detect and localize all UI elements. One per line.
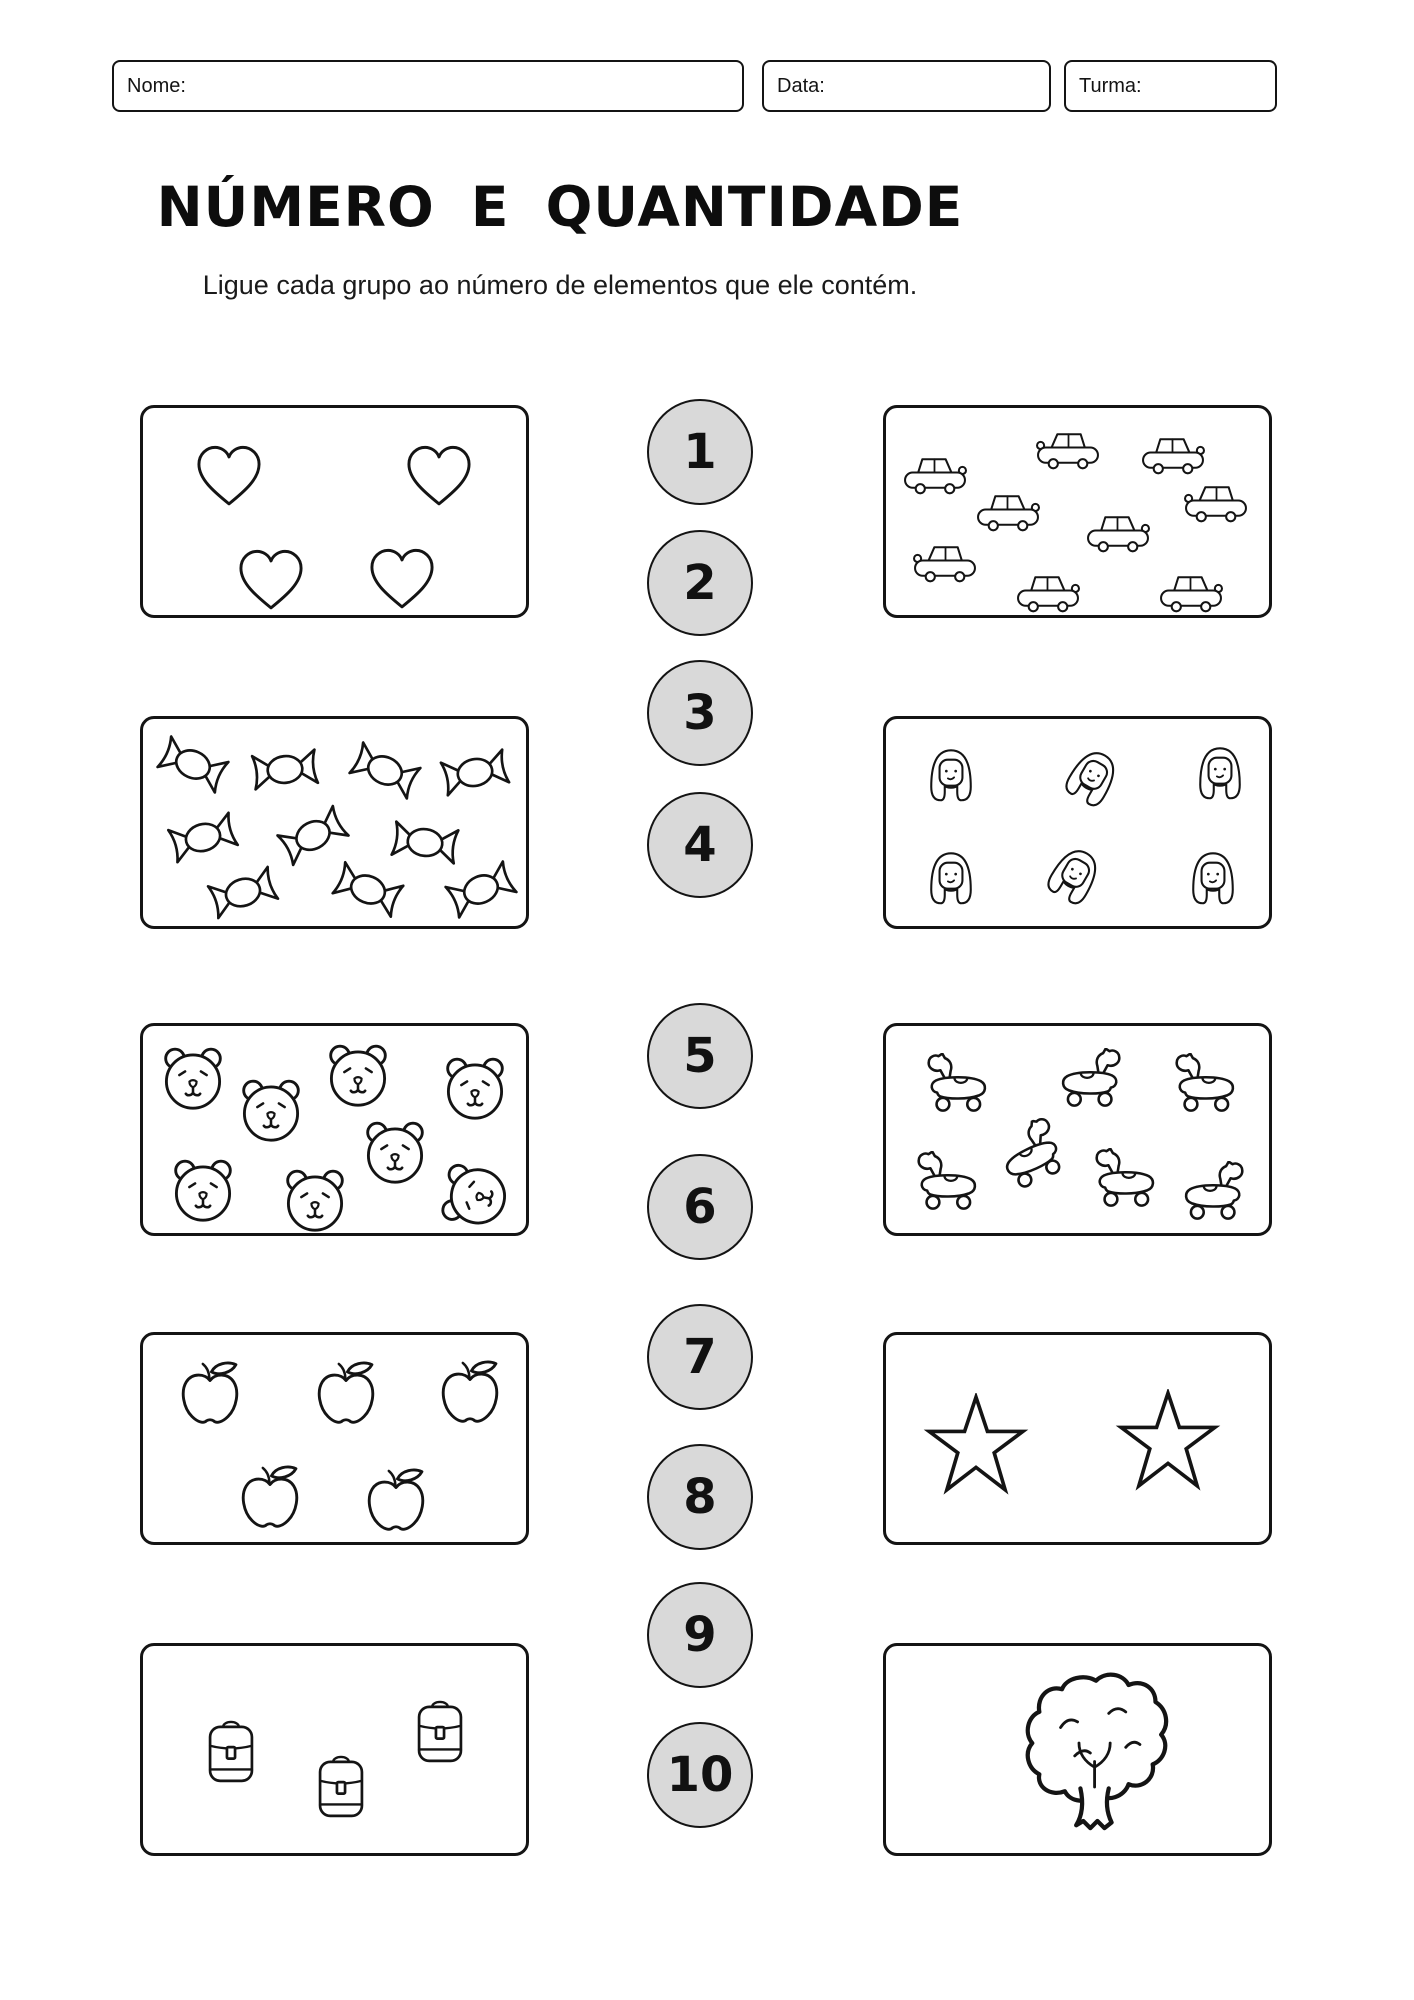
class-field[interactable] xyxy=(1064,60,1277,112)
girl-icon xyxy=(1194,742,1246,802)
group-hearts-box[interactable] xyxy=(140,405,529,618)
car-icon xyxy=(1015,568,1081,614)
number-circle-1[interactable] xyxy=(647,399,753,505)
horse-icon xyxy=(1169,1053,1243,1117)
apple-icon xyxy=(310,1358,382,1434)
backpack-icon xyxy=(204,1716,258,1787)
candy-icon xyxy=(198,857,289,926)
number-label: 1 xyxy=(683,424,717,480)
car-icon xyxy=(1183,478,1249,524)
date-field-label: Data: xyxy=(777,74,825,97)
candy-icon xyxy=(431,741,519,804)
horse-icon xyxy=(1176,1161,1250,1225)
page-title: NÚMERO E QUANTIDADE xyxy=(156,174,964,239)
candy-icon xyxy=(382,813,468,871)
bear-icon xyxy=(157,1042,229,1111)
group-bears-box[interactable] xyxy=(140,1023,529,1236)
girl-icon xyxy=(1037,835,1112,913)
candy-icon xyxy=(158,803,248,870)
horse-icon xyxy=(1053,1048,1127,1112)
bear-icon xyxy=(359,1116,431,1185)
number-label: 7 xyxy=(683,1329,717,1385)
group-stars-box[interactable] xyxy=(883,1332,1272,1545)
car-icon xyxy=(1158,568,1224,614)
instruction-text: Ligue cada grupo ao número de elementos que ele contém. xyxy=(202,270,918,300)
horse-icon xyxy=(911,1151,985,1215)
car-icon xyxy=(912,538,978,584)
backpack-icon xyxy=(314,1751,368,1822)
group-candies-box[interactable] xyxy=(140,716,529,929)
girl-icon xyxy=(1187,847,1239,907)
name-field-label: Nome: xyxy=(127,74,186,97)
number-circle-2[interactable] xyxy=(647,530,753,636)
bear-icon xyxy=(433,1154,513,1237)
number-circle-8[interactable] xyxy=(647,1444,753,1550)
star-icon xyxy=(923,1393,1029,1497)
number-label: 2 xyxy=(683,555,717,611)
group-backpacks-box[interactable] xyxy=(140,1643,529,1856)
candy-icon xyxy=(147,726,239,801)
car-icon xyxy=(1140,430,1206,476)
apple-icon xyxy=(360,1465,432,1541)
bear-icon xyxy=(279,1164,351,1233)
girl-icon xyxy=(925,847,977,907)
bear-icon xyxy=(235,1074,307,1143)
number-circle-6[interactable] xyxy=(647,1154,753,1260)
car-icon xyxy=(902,450,968,496)
bear-icon xyxy=(322,1039,394,1108)
bear-icon xyxy=(167,1154,239,1223)
number-circle-4[interactable] xyxy=(647,792,753,898)
number-circle-10[interactable] xyxy=(647,1722,753,1828)
number-circle-3[interactable] xyxy=(647,660,753,766)
bear-icon xyxy=(439,1052,511,1121)
candy-icon xyxy=(243,741,327,796)
name-field[interactable] xyxy=(112,60,744,112)
number-circle-5[interactable] xyxy=(647,1003,753,1109)
candy-icon xyxy=(322,852,414,926)
number-label: 9 xyxy=(683,1607,717,1663)
number-circle-9[interactable] xyxy=(647,1582,753,1688)
group-girls-box[interactable] xyxy=(883,716,1272,929)
apple-icon xyxy=(434,1357,506,1433)
girl-icon xyxy=(925,744,977,804)
number-label: 3 xyxy=(683,685,717,741)
group-horses-box[interactable] xyxy=(883,1023,1272,1236)
group-tree-box[interactable] xyxy=(883,1643,1272,1856)
car-icon xyxy=(1085,508,1151,554)
heart-icon xyxy=(365,546,439,612)
number-label: 10 xyxy=(666,1747,734,1803)
horse-icon xyxy=(921,1053,995,1117)
horse-icon xyxy=(984,1111,1078,1200)
apple-icon xyxy=(174,1358,246,1434)
heart-icon xyxy=(234,547,308,613)
horse-icon xyxy=(1089,1148,1163,1212)
group-cars-box[interactable] xyxy=(883,405,1272,618)
car-icon xyxy=(1035,425,1101,471)
apple-icon xyxy=(234,1462,306,1538)
star-icon xyxy=(1115,1389,1221,1493)
number-circle-7[interactable] xyxy=(647,1304,753,1410)
number-label: 6 xyxy=(683,1179,717,1235)
number-label: 4 xyxy=(683,817,717,873)
backpack-icon xyxy=(413,1696,467,1767)
car-icon xyxy=(975,487,1041,533)
heart-icon xyxy=(402,443,476,509)
candy-icon xyxy=(339,732,431,807)
girl-icon xyxy=(1055,737,1130,815)
class-field-label: Turma: xyxy=(1079,74,1142,97)
number-label: 8 xyxy=(683,1469,717,1525)
tree-icon xyxy=(1018,1668,1174,1838)
number-label: 5 xyxy=(683,1028,717,1084)
group-apples-box[interactable] xyxy=(140,1332,529,1545)
date-field[interactable] xyxy=(762,60,1051,112)
heart-icon xyxy=(192,443,266,509)
